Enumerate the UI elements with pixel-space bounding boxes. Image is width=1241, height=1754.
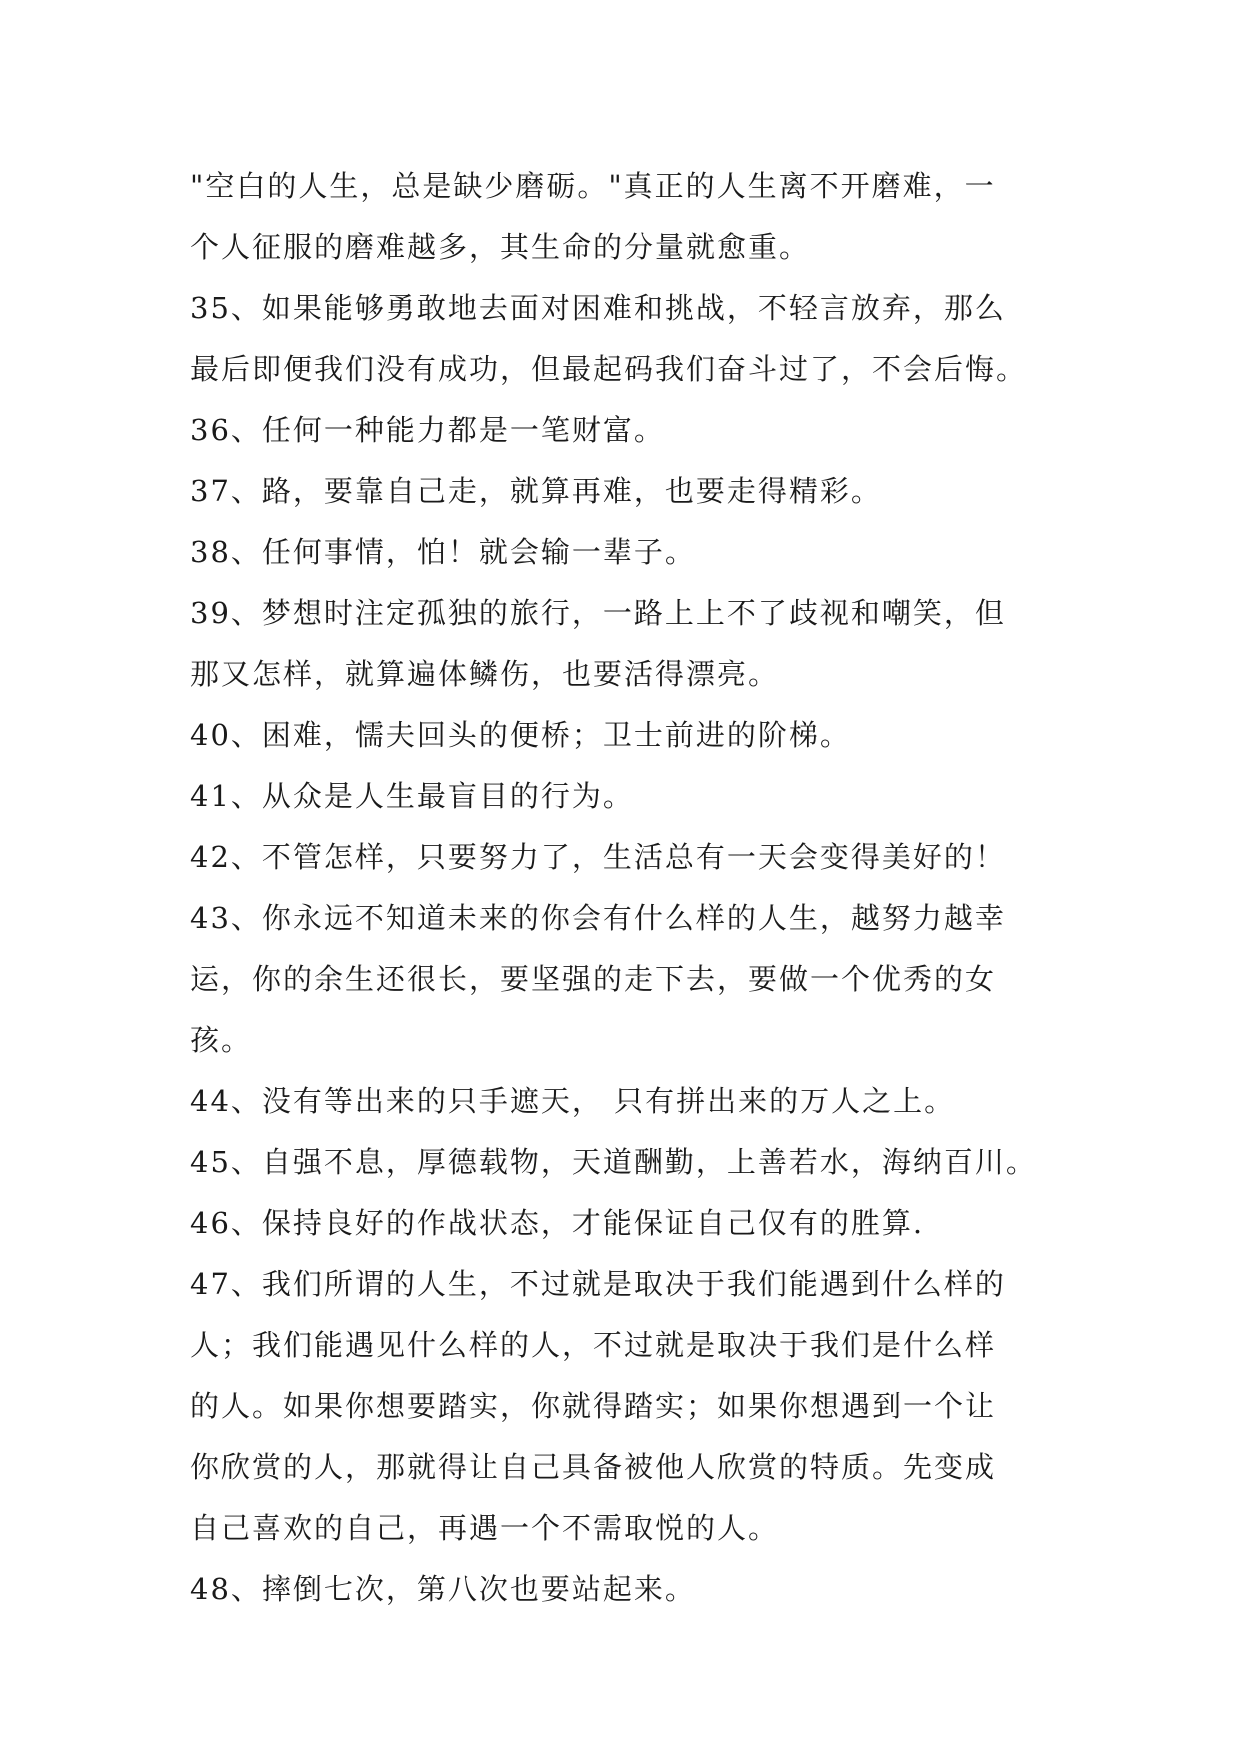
text-line: 运，你的余生还很长，要坚强的走下去，要做一个优秀的女: [190, 962, 997, 996]
text-line: 42、不管怎样，只要努力了，生活总有一天会变得美好的！: [190, 840, 1006, 874]
text-line: 人；我们能遇见什么样的人，不过就是取决于我们是什么样: [190, 1328, 997, 1362]
text-line: 个人征服的磨难越多，其生命的分量就愈重。: [190, 230, 811, 264]
text-line: 最后即便我们没有成功，但最起码我们奋斗过了，不会后悔。: [190, 352, 1028, 386]
text-line: 39、梦想时注定孤独的旅行，一路上上不了歧视和嘲笑，但: [190, 596, 1006, 630]
text-line: 自己喜欢的自己，再遇一个不需取悦的人。: [190, 1511, 780, 1545]
text-line: 43、你永远不知道未来的你会有什么样的人生，越努力越幸: [190, 901, 1006, 935]
text-line: 36、任何一种能力都是一笔财富。: [190, 413, 665, 447]
text-line: 44、没有等出来的只手遮天， 只有拼出来的万人之上。: [190, 1084, 956, 1118]
text-line: 那又怎样，就算遍体鳞伤，也要活得漂亮。: [190, 657, 780, 691]
text-line: 你欣赏的人，那就得让自己具备被他人欣赏的特质。先变成: [190, 1450, 997, 1484]
text-line: 的人。如果你想要踏实，你就得踏实；如果你想遇到一个让: [190, 1389, 997, 1423]
text-line: 47、我们所谓的人生，不过就是取决于我们能遇到什么样的: [190, 1267, 1006, 1301]
text-line: 35、如果能够勇敢地去面对困难和挑战，不轻言放弃，那么: [190, 291, 1006, 325]
text-line: 38、任何事情，怕！就会输一辈子。: [190, 535, 696, 569]
text-line: 45、自强不息，厚德载物，天道酬勤，上善若水，海纳百川。: [190, 1145, 1037, 1179]
text-line: 46、保持良好的作战状态，才能保证自己仅有的胜算.: [190, 1206, 925, 1240]
text-line: 40、困难，懦夫回头的便桥；卫士前进的阶梯。: [190, 718, 851, 752]
text-line: 41、从众是人生最盲目的行为。: [190, 779, 634, 813]
text-line: 37、路，要靠自己走，就算再难，也要走得精彩。: [190, 474, 882, 508]
text-line: 孩。: [190, 1023, 253, 1057]
text-line: "空白的人生，总是缺少磨砺。"真正的人生离不开磨难，一: [190, 169, 996, 203]
text-line: 48、摔倒七次，第八次也要站起来。: [190, 1572, 696, 1606]
document-body: [190, 156, 1060, 1620]
